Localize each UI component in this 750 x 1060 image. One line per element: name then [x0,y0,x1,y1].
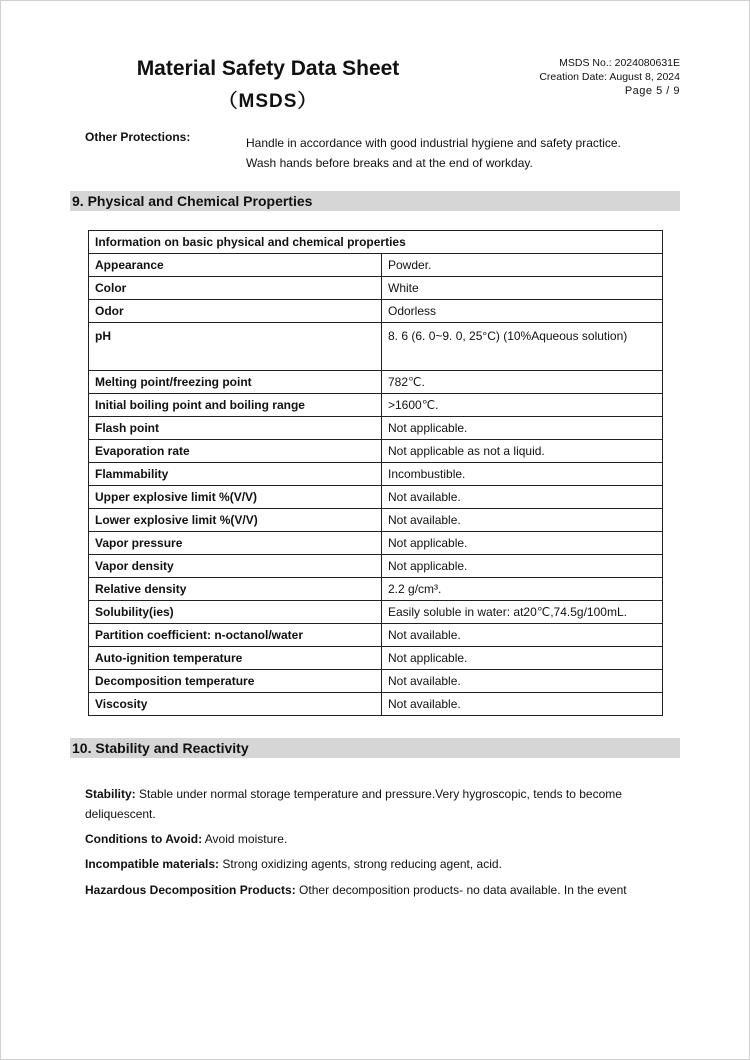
property-name: Color [89,277,382,300]
property-name: Flash point [89,417,382,440]
property-name: Relative density [89,578,382,601]
property-name: Appearance [89,254,382,277]
property-value: Powder. [382,254,663,277]
conditions-to-avoid-label: Conditions to Avoid: [85,832,203,846]
table-row [89,371,663,394]
table-row [89,254,663,277]
table-row [89,601,663,624]
incompatible-materials-text: Strong oxidizing agents, strong reducing agent, acid. [222,857,502,871]
table-row [89,394,663,417]
property-value: Not applicable. [382,647,663,670]
property-name: pH [89,323,382,371]
incompatible-materials-paragraph [85,854,685,874]
property-name: Partition coefficient: n-octanol/water [89,624,382,647]
property-value: Not available. [382,509,663,532]
property-name: Odor [89,300,382,323]
table-row [89,463,663,486]
stability-text: Stable under normal storage temperature and pressure.Very hygroscopic, tends to become deliquescent. [85,787,622,821]
property-name: Decomposition temperature [89,670,382,693]
property-value: Not available. [382,693,663,716]
property-value: Not available. [382,624,663,647]
document-title: Material Safety Data Sheet [136,57,400,80]
table-row [89,486,663,509]
property-value: Not applicable. [382,555,663,578]
property-value: 8. 6 (6. 0~9. 0, 25°C) (10%Aqueous solution) [382,323,663,371]
hazardous-decomposition-label: Hazardous Decomposition Products: [85,883,296,897]
stability-label: Stability: [85,787,136,801]
property-name: Flammability [89,463,382,486]
property-name: Vapor pressure [89,532,382,555]
table-row [89,555,663,578]
property-value: 2.2 g/cm³. [382,578,663,601]
conditions-to-avoid-text: Avoid moisture. [204,832,288,846]
other-protections-line: Wash hands before breaks and at the end of workday. [246,156,533,170]
msds-number: MSDS No.: 2024080631E [559,57,680,69]
property-name: Upper explosive limit %(V/V) [89,486,382,509]
property-value: Not applicable. [382,417,663,440]
table-row [89,300,663,323]
property-name: Solubility(ies) [89,601,382,624]
property-name: Vapor density [89,555,382,578]
other-protections-label: Other Protections: [85,130,191,144]
property-name: Initial boiling point and boiling range [89,394,382,417]
property-value: Odorless [382,300,663,323]
property-value: Not available. [382,670,663,693]
table-row [89,509,663,532]
table-row [89,647,663,670]
table-row [89,440,663,463]
hazardous-decomposition-paragraph [85,880,685,900]
section-9-header: 9. Physical and Chemical Properties [70,191,680,211]
document-subtitle: （MSDS） [218,91,318,112]
property-name: Lower explosive limit %(V/V) [89,509,382,532]
other-protections-text [246,133,621,173]
property-name: Evaporation rate [89,440,382,463]
hazardous-decomposition-text: Other decomposition products- no data available. In the event [299,883,627,897]
table-row [89,670,663,693]
property-value: Not available. [382,486,663,509]
incompatible-materials-label: Incompatible materials: [85,857,220,871]
stability-paragraph [85,784,685,824]
table-header-row [89,231,663,254]
property-value: White [382,277,663,300]
property-name: Viscosity [89,693,382,716]
table-row [89,277,663,300]
property-value: Not applicable. [382,532,663,555]
table-row [89,578,663,601]
section-10-header: 10. Stability and Reactivity [70,738,680,758]
property-value: >1600℃. [382,394,663,417]
property-value: Easily soluble in water: at20℃,74.5g/100mL. [382,601,663,624]
document-meta [539,56,680,98]
property-name: Auto-ignition temperature [89,647,382,670]
physical-properties-table [88,230,663,716]
table-row [89,624,663,647]
other-protections-line: Handle in accordance with good industrial hygiene and safety practice. [246,136,621,150]
conditions-to-avoid-paragraph [85,829,685,849]
property-value: 782℃. [382,371,663,394]
table-header-cell: Information on basic physical and chemical properties [89,231,663,254]
property-value: Incombustible. [382,463,663,486]
table-row [89,532,663,555]
property-value: Not applicable as not a liquid. [382,440,663,463]
table-row [89,693,663,716]
table-row [89,323,663,371]
creation-date: Creation Date: August 8, 2024 [539,71,680,83]
property-name: Melting point/freezing point [89,371,382,394]
table-row [89,417,663,440]
page-number: Page 5 / 9 [624,85,680,97]
